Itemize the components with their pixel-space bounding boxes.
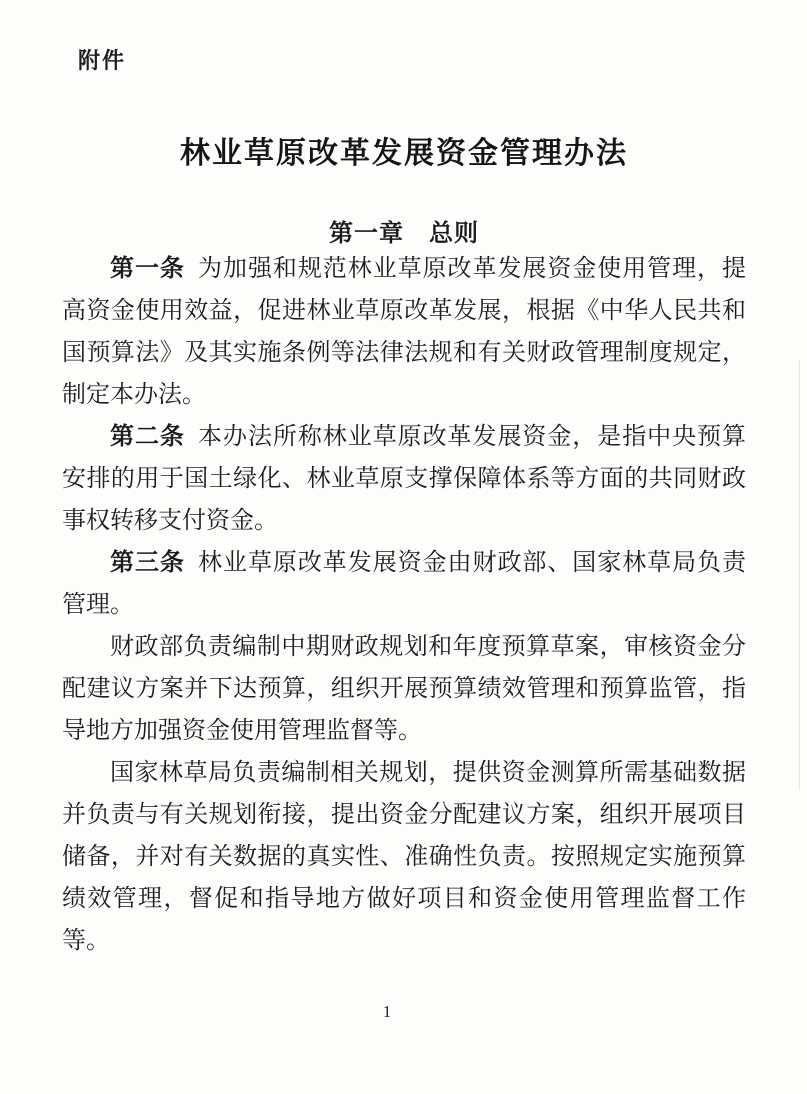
article-text: 国家林草局负责编制相关规划，提供资金测算所需基础数据并负责与有关规划衔接，提出资金分配建议方案，组织开展项目储备，并对有关数据的真实性、准确性负责。按照规定实施预算绩效管理，督促和指导地方做好项目和资金使用管理监督工作等。: [62, 760, 746, 954]
article-paragraph-2: [62, 416, 746, 542]
chapter-heading: 第一章 总则: [329, 220, 479, 247]
article-text: 本办法所称林业草原改革发展资金，是指中央预算安排的用于国土绿化、林业草原支撑保障体系等方面的共同财政事权转移支付资金。: [62, 424, 747, 534]
article-text: 财政部负责编制中期财政规划和年度预算草案，审核资金分配建议方案并下达预算，组织开展预算绩效管理和预算监管，指导地方加强资金使用管理监督等。: [62, 634, 746, 744]
scan-artifact-line: [799, 360, 800, 790]
article-number: 第二条: [110, 424, 185, 450]
attachment-label: 附件: [78, 48, 127, 73]
article-paragraph-3: [62, 542, 746, 626]
article-number: 第一条: [110, 256, 185, 282]
document-body: [62, 248, 746, 962]
page-number: 1: [382, 1002, 392, 1021]
article-number: 第三条: [110, 550, 185, 576]
document-title: 林业草原改革发展资金管理办法: [180, 137, 628, 170]
article-text: 为加强和规范林业草原改革发展资金使用管理，提高资金使用效益，促进林业草原改革发展，根据《中华人民共和国预算法》及其实施条例等法律法规和有关财政管理制度规定，制定本办法。: [62, 256, 747, 408]
article-paragraph-4: [62, 626, 746, 752]
article-text: 林业草原改革发展资金由财政部、国家林草局负责管理。: [62, 550, 747, 618]
article-paragraph-5: [62, 752, 746, 962]
article-paragraph-1: [62, 248, 746, 416]
